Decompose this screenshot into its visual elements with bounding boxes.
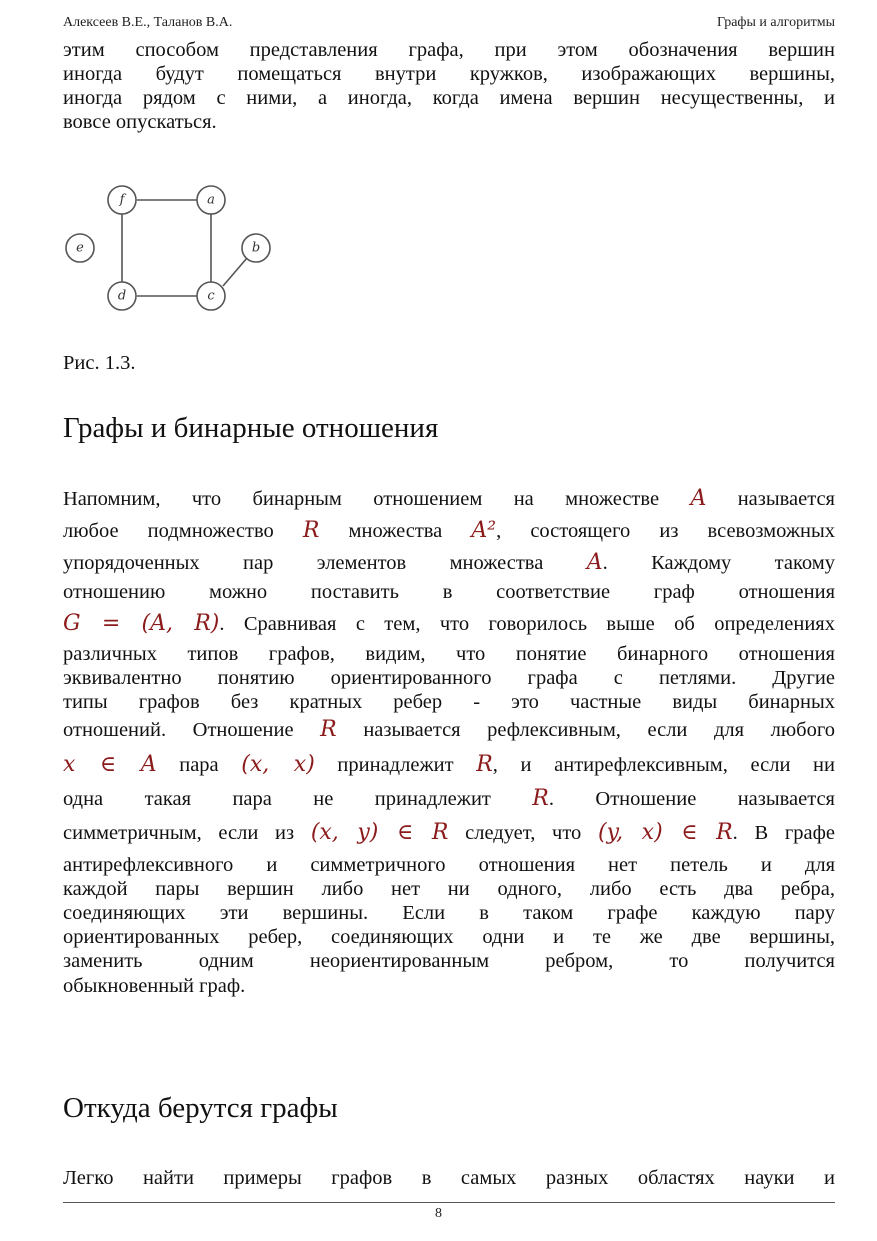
text-span: пара (179, 753, 219, 776)
text-span: симметричным, если из (63, 821, 295, 844)
line-16: ориентированных ребер, соединяющих одни и те же две вершины, (63, 926, 835, 949)
line-4: отношению можно поставить в соответствие граф отношения (63, 581, 835, 603)
header-authors: Алексеев В.Е., Таланов В.А. (63, 15, 233, 30)
text-span: любое подмножество (63, 520, 274, 542)
binary-relations-paragraph (63, 484, 835, 998)
intro-line-3: иногда рядом с ними, а иногда, когда имена вершин несущественны, и (63, 87, 835, 109)
math-pair-xx: (x, x) (241, 751, 315, 777)
vertex-label-c: c (207, 288, 215, 304)
graph-sources-line: Легко найти примеры графов в самых разных областях науки и (63, 1167, 835, 1189)
text-span: множества (348, 520, 443, 542)
text-span: упорядоченных пар элементов множества (63, 552, 544, 574)
vertex-label-e: e (76, 240, 84, 256)
line-14: каждой пары вершин либо нет ни одного, либо есть два ребра, (63, 877, 835, 900)
line-11 (63, 785, 835, 813)
line-6: различных типов графов, видим, что понятие бинарного отношения (63, 643, 835, 665)
line-15: соединяющих эти вершины. Если в таком графе каждую пару (63, 902, 835, 925)
line-8: типы графов без кратных ребер - это частные виды бинарных (63, 691, 835, 714)
text-span: . Каждому такому (602, 552, 835, 574)
intro-line-4: вовсе опускаться. (63, 111, 217, 133)
math-R: R (320, 716, 337, 742)
math-A-squared: A² (471, 518, 497, 543)
page-number: 8 (435, 1206, 442, 1221)
intro-line-1: этим способом представления графа, при этом обозначения вершин (63, 39, 835, 61)
line-9 (63, 715, 835, 745)
math-A: A (586, 550, 603, 575)
section-heading-graph-sources: Откуда берутся графы (63, 1092, 338, 1124)
line-10 (63, 745, 835, 785)
line-13: антирефлексивного и симметричного отношения нет петель и для (63, 853, 835, 876)
text-span: . Отношение называется (548, 787, 835, 810)
text-span: , и антирефлексивным, если ни (492, 753, 836, 776)
vertex-label-d: d (117, 288, 127, 304)
footer-rule (63, 1202, 835, 1203)
text-span: называется рефлексивным, если для любого (363, 718, 836, 741)
line-3 (63, 548, 835, 578)
page-header (63, 15, 835, 31)
math-xy-in-R: (x, y) ∈ R (310, 819, 449, 845)
math-R: R (302, 518, 320, 543)
text-span: принадлежит (337, 753, 454, 776)
math-x-in-A: x ∈ A (63, 751, 157, 777)
math-R: R (476, 751, 493, 777)
text-span: одна такая пара не принадлежит (63, 787, 491, 810)
math-G-eq: G = (A, R) (63, 611, 220, 636)
graph-edges (122, 200, 247, 296)
line-7: эквивалентно понятию ориентированного графа с петлями. Другие (63, 667, 835, 690)
vertex-label-f: f (119, 192, 125, 208)
text-span: . В графе (732, 821, 836, 844)
line-18: обыкновенный граф. (63, 974, 246, 997)
line-5 (63, 606, 835, 642)
line-17: заменить одним неориентированным ребром, то получится (63, 950, 835, 973)
math-yx-in-R: (y, x) ∈ R (598, 819, 733, 845)
intro-line-2: иногда будут помещаться внутри кружков, изображающих вершины, (63, 63, 835, 85)
vertex-label-a: a (207, 192, 215, 208)
figure-caption: Рис. 1.3. (63, 352, 136, 374)
graph-vertices (66, 186, 270, 310)
section-binary-relations-text (63, 484, 835, 998)
edge-c-b (223, 258, 247, 286)
vertex-label-b: b (251, 240, 261, 256)
text-span: , состоящего из всевозможных (496, 520, 836, 542)
section-graph-sources-text (63, 1166, 835, 1190)
section-heading-binary-relations: Графы и бинарные отношения (63, 412, 439, 444)
line-12 (63, 813, 835, 853)
text-span: называется (737, 488, 835, 510)
text-span: . Сравнивая с тем, что говорилось выше об определениях (219, 613, 835, 635)
page-content (63, 38, 836, 1189)
text-span: отношений. Отношение (63, 718, 294, 741)
text-span: следует, что (465, 821, 582, 844)
intro-paragraph (63, 38, 835, 134)
graph-figure (63, 176, 283, 326)
line-2 (63, 514, 835, 548)
line-1 (63, 484, 835, 514)
math-A: A (690, 486, 707, 511)
text-span: Напомним, что бинарным отношением на множестве (63, 488, 660, 510)
header-title: Графы и алгоритмы (717, 15, 835, 30)
math-R: R (532, 785, 549, 811)
